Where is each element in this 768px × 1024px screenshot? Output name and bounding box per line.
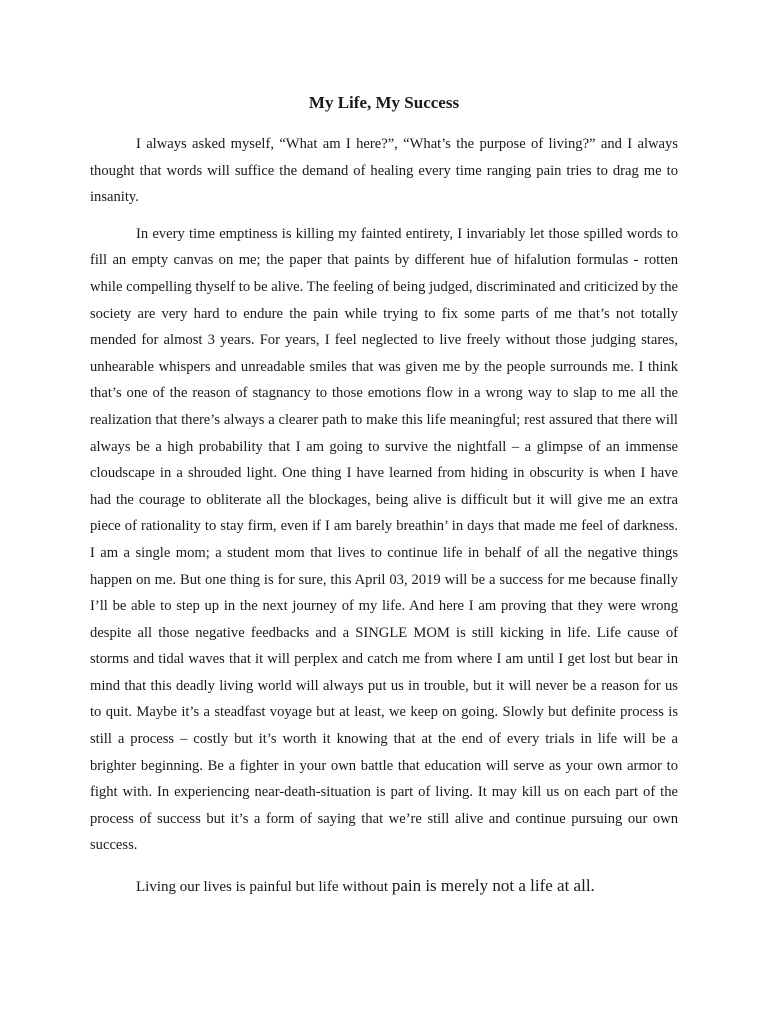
paragraph-intro: I always asked myself, “What am I here?”, “What’s the purpose of living?” and I always thought that words will suffice the demand of healing every time ranging pain tries to drag me to insanity.	[90, 136, 678, 206]
document-title: My Life, My Success	[308, 93, 460, 112]
paragraph-main: In every time emptiness is killing my fainted entirety, I invariably let those spilled words to fill an empty canvas on me; the paper that paints by different hue of hifalution formulas - rotten while compelling thyself to be alive. The feeling of being judged, discriminated and criticized by the society are very hard to endure the pain while trying to fix some parts of me that’s not totally mended for almost 3 years. For years, I feel neglected to live freely without those judging stares, unhearable whispers and unreadable smiles that was given me by the people surrounds me. I think that’s one of the reason of stagnancy to those emotions flow in a wrong way to slap to me all the realization that there’s always a clearer path to make this life meaningful; rest assured that there will always be a high probability that I am going to survive the nightfall – a glimpse of an immense cloudscape in a shrouded light. One thing I have learned from hiding in obscurity is when I have had the courage to obliterate all the blockages, being alive is difficult but it will give me an extra piece of rationality to stay firm, even if I am barely breathin’ in days that made me feel of darkness. I am a single mom; a student mom that lives to continue life in behalf of all the negative things happen on me. But one thing is for sure, this April 03, 2019 will be a success for me because finally I’ll be able to step up in the next journey of my life. And here I am proving that they were wrong despite all those negative feedbacks and a SINGLE MOM is still kicking in life. Life cause of storms and tidal waves that it will perplex and catch me from where I am until I get lost but bear in mind that this deadly living world will always put us in trouble, but it will never be a reason for us to quit. Maybe it’s a steadfast voyage but at least, we keep on going. Slowly but definite process is still a process – costly but it’s worth it knowing that at the end of every trials in life will be a brighter beginning. Be a fighter in your own battle that education will serve as your own armor to fight with. In experiencing near-death-situation is part of living. It may kill us on each part of the process of success but it’s a form of saying that we’re still alive and continue pursuing our own success.	[90, 225, 678, 854]
document-body	[90, 131, 678, 901]
closing-text-start: Living our lives is painful but life without	[136, 879, 392, 896]
paragraph-closing	[90, 873, 678, 901]
closing-text-end: pain is merely not a life at all.	[391, 876, 595, 896]
